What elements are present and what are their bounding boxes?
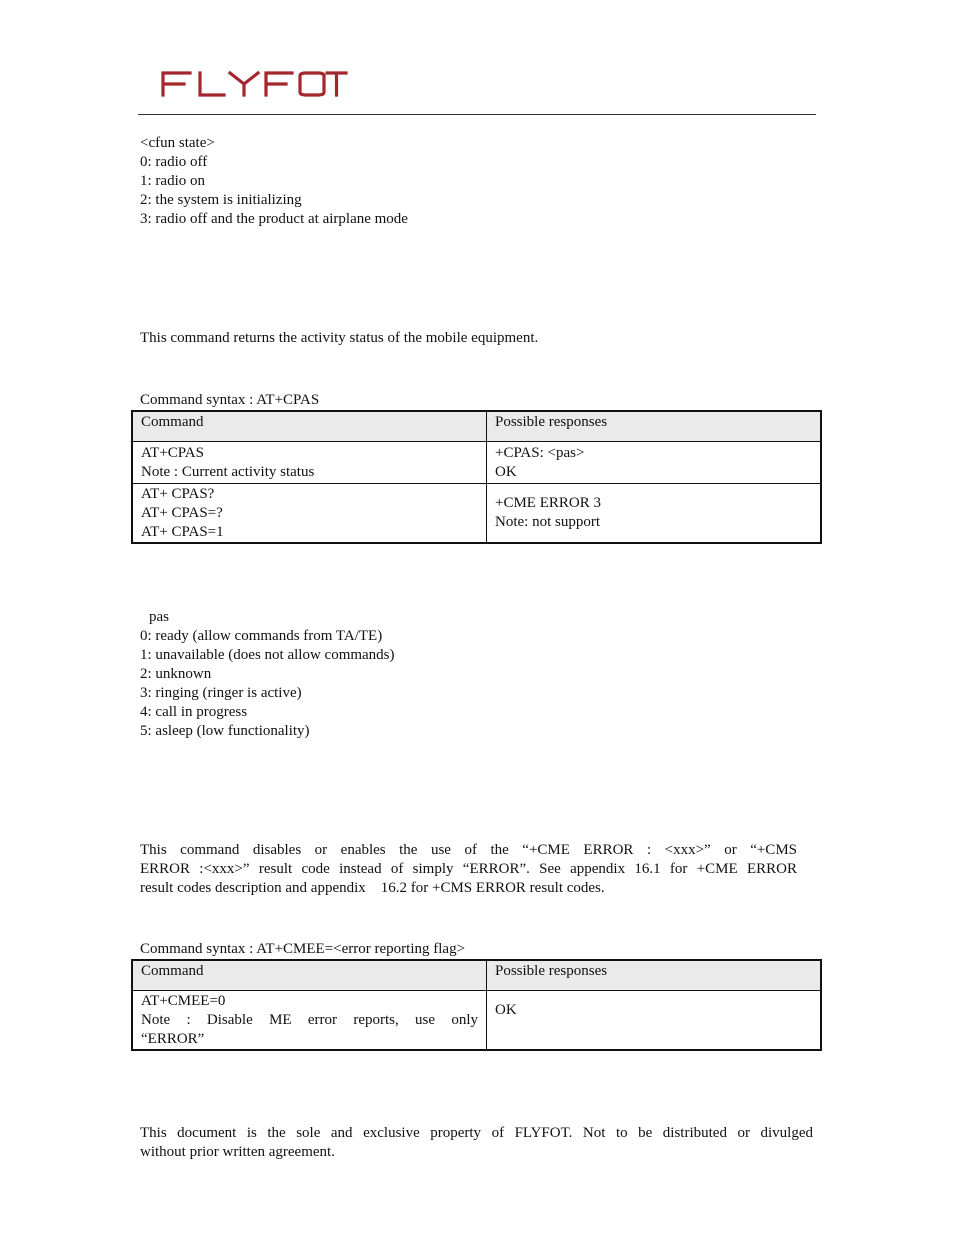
pas-item: 4: call in progress	[140, 704, 248, 720]
cfun-state-item: 2: the system is initializing	[140, 192, 302, 208]
pas-item: 3: ringing (ringer is active)	[140, 685, 302, 701]
command-cell	[132, 991, 487, 1051]
response-note: Note: not support	[495, 514, 600, 530]
footer-disclaimer	[140, 1124, 813, 1162]
cmee-description-line: result codes description and appendix 16.2 for +CMS ERROR result codes.	[140, 880, 605, 896]
command-note: Note : Disable ME error reports, use only	[141, 1012, 478, 1028]
command-text: AT+ CPAS=1	[141, 524, 224, 540]
column-header-command: Command	[132, 411, 487, 442]
response-text: OK	[495, 464, 517, 480]
footer-line: without prior written agreement.	[140, 1144, 335, 1160]
footer-line: This document is the sole and exclusive property of FLYFOT. Not to be distributed or divulged	[140, 1125, 813, 1141]
response-text: +CME ERROR 3	[495, 495, 601, 511]
column-header-responses: Possible responses	[487, 411, 822, 442]
table-header-row	[132, 960, 821, 991]
pas-item: 2: unknown	[140, 666, 212, 682]
command-cell	[132, 484, 487, 544]
header-divider	[138, 114, 816, 115]
table-header-row	[132, 411, 821, 442]
command-text: AT+ CPAS=?	[141, 505, 223, 521]
column-header-responses: Possible responses	[487, 960, 822, 991]
cpas-description: This command returns the activity status of the mobile equipment.	[140, 330, 539, 346]
command-note: Note : Current activity status	[141, 464, 315, 480]
response-text: OK	[495, 1002, 517, 1018]
pas-item: 1: unavailable (does not allow commands)	[140, 647, 395, 663]
cmee-description	[140, 841, 797, 898]
cfun-state-heading: <cfun state>	[140, 135, 215, 151]
cfun-state-item: 3: radio off and the product at airplane mode	[140, 211, 408, 227]
table-row	[132, 991, 821, 1051]
column-header-command: Command	[132, 960, 487, 991]
command-note: “ERROR”	[141, 1031, 205, 1047]
cmee-command-table	[131, 959, 822, 1051]
pas-value-list	[140, 608, 395, 741]
cpas-syntax: Command syntax : AT+CPAS	[140, 392, 320, 408]
cmee-description-line: ERROR :<xxx>” result code instead of simply “ERROR”. See appendix 16.1 for +CME ERROR	[140, 861, 797, 877]
command-text: AT+CMEE=0	[141, 993, 226, 1009]
response-text: +CPAS: <pas>	[495, 445, 585, 461]
pas-heading: pas	[149, 609, 169, 625]
cfun-state-item: 1: radio on	[140, 173, 205, 189]
cfun-state-item: 0: radio off	[140, 154, 208, 170]
cfun-state-list	[140, 134, 408, 229]
cmee-description-line: This command disables or enables the use of the “+CME ERROR : <xxx>” or “+CMS	[140, 842, 797, 858]
command-cell	[132, 442, 487, 484]
command-text: AT+CPAS	[141, 445, 204, 461]
cmee-syntax: Command syntax : AT+CMEE=<error reporting flag>	[140, 941, 466, 957]
command-text: AT+ CPAS?	[141, 486, 215, 502]
table-row	[132, 484, 821, 544]
pas-item: 5: asleep (low functionality)	[140, 723, 310, 739]
flyfot-logo	[160, 70, 348, 98]
cpas-command-table	[131, 410, 822, 544]
pas-item: 0: ready (allow commands from TA/TE)	[140, 628, 383, 644]
response-cell	[487, 991, 822, 1051]
response-cell	[487, 442, 822, 484]
table-row	[132, 442, 821, 484]
response-cell	[487, 484, 822, 544]
